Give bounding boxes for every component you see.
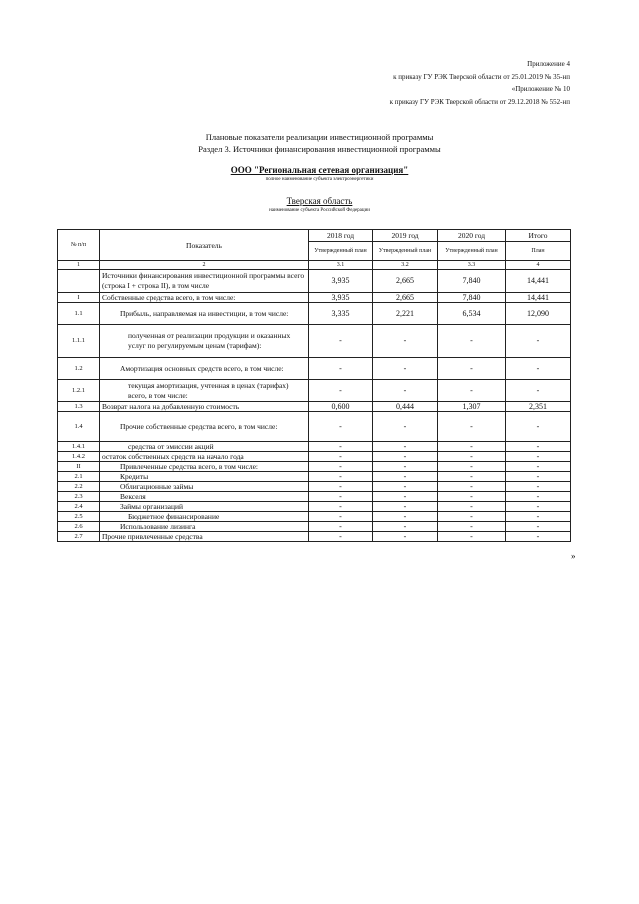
row-indicator: Векселя (100, 492, 309, 502)
value-total: - (506, 472, 571, 482)
table-row (58, 293, 571, 303)
value-2019: - (373, 512, 438, 522)
value-total: - (506, 522, 571, 532)
region-block (0, 196, 639, 215)
value-total: - (506, 358, 571, 380)
value-2019: 2,665 (373, 270, 438, 293)
row-indicator: полученная от реализации продукции и оказанных услуг по регулируемым ценам (тарифам): (100, 325, 309, 358)
value-2018: 3,335 (309, 303, 373, 325)
value-total: - (506, 442, 571, 452)
column-number: 2 (100, 261, 309, 270)
region-name: Тверская область (286, 196, 353, 206)
value-2018: - (309, 452, 373, 462)
table-row (58, 522, 571, 532)
row-number: 2.4 (58, 502, 100, 512)
appendix-line: Приложение 4 (527, 60, 570, 68)
value-2020: - (438, 325, 506, 358)
value-total: - (506, 325, 571, 358)
row-number: 1.3 (58, 402, 100, 412)
value-total: 2,351 (506, 402, 571, 412)
row-indicator: Займы организаций (100, 502, 309, 512)
document-title (0, 131, 639, 155)
row-number: 2.2 (58, 482, 100, 492)
column-number: 1 (58, 261, 100, 270)
value-2018: - (309, 325, 373, 358)
value-2019: - (373, 442, 438, 452)
row-number: 1.4.1 (58, 442, 100, 452)
value-total: - (506, 502, 571, 512)
value-2018: 3,935 (309, 270, 373, 293)
table-row (58, 358, 571, 380)
value-2018: - (309, 522, 373, 532)
header-year-2020: 2020 год (438, 230, 506, 242)
value-total: - (506, 462, 571, 472)
table-row (58, 492, 571, 502)
title-line-2: Раздел 3. Источники финансирования инвестиционной программы (198, 144, 441, 154)
value-total: 14,441 (506, 293, 571, 303)
header-approved-plan: Утвержденный план (309, 242, 373, 261)
organization-block (0, 165, 639, 184)
row-indicator: Кредиты (100, 472, 309, 482)
appendix-line: «Приложение № 10 (511, 85, 570, 93)
value-2019: - (373, 472, 438, 482)
row-indicator: Возврат налога на добавленную стоимость (100, 402, 309, 412)
appendix-line: к приказу ГУ РЭК Тверской области от 25.01.2019 № 35-нп (393, 72, 570, 81)
row-number: 1.4 (58, 412, 100, 442)
table-row (58, 303, 571, 325)
organization-name: ООО "Региональная сетевая организация" (230, 165, 409, 175)
table-row (58, 512, 571, 522)
value-2019: - (373, 482, 438, 492)
row-number: I (58, 293, 100, 303)
row-indicator: Прочие привлеченные средства (100, 532, 309, 542)
row-indicator: Привлеченные средства всего, в том числе: (100, 462, 309, 472)
appendix-line: к приказу ГУ РЭК Тверской области от 29.12.2018 № 552-нп (389, 97, 570, 106)
row-number: 1.2.1 (58, 380, 100, 402)
value-total: 14,441 (506, 270, 571, 293)
value-2018: - (309, 502, 373, 512)
value-2020: 7,840 (438, 270, 506, 293)
column-number: 4 (506, 261, 571, 270)
value-2020: - (438, 442, 506, 452)
row-indicator: Прибыль, направляемая на инвестиции, в том числе: (100, 303, 309, 325)
value-2019: - (373, 325, 438, 358)
header-approved-plan: Утвержденный план (438, 242, 506, 261)
table-row (58, 270, 571, 293)
value-2018: 0,600 (309, 402, 373, 412)
table-row (58, 452, 571, 462)
appendix-block (390, 58, 570, 108)
row-number: 2.1 (58, 472, 100, 482)
row-number: 2.5 (58, 512, 100, 522)
table-row (58, 402, 571, 412)
row-number: 1.4.2 (58, 452, 100, 462)
table-row (58, 462, 571, 472)
value-2020: 7,840 (438, 293, 506, 303)
value-2019: - (373, 462, 438, 472)
value-2020: - (438, 522, 506, 532)
value-2019: 2,221 (373, 303, 438, 325)
value-2018: - (309, 358, 373, 380)
value-total: 12,090 (506, 303, 571, 325)
table-row (58, 502, 571, 512)
value-2018: 3,935 (309, 293, 373, 303)
row-number: 1.2 (58, 358, 100, 380)
value-2018: - (309, 512, 373, 522)
table-row (58, 472, 571, 482)
value-total: - (506, 380, 571, 402)
header-year-2018: 2018 год (309, 230, 373, 242)
row-number: 2.7 (58, 532, 100, 542)
row-number (58, 270, 100, 293)
value-2018: - (309, 462, 373, 472)
header-indicator: Показатель (100, 230, 309, 261)
title-line-1: Плановые показатели реализации инвестиционной программы (205, 132, 434, 142)
row-indicator: Источники финансирования инвестиционной программы всего (строка I + строка II), в том числе (100, 270, 309, 293)
value-2018: - (309, 442, 373, 452)
column-number: 3.2 (373, 261, 438, 270)
row-indicator: текущая амортизация, учтенная в ценах (тарифах) всего, в том числе: (100, 380, 309, 402)
row-indicator: Прочие собственные средства всего, в том числе: (100, 412, 309, 442)
row-number: 1.1.1 (58, 325, 100, 358)
header-year-2019: 2019 год (373, 230, 438, 242)
value-total: - (506, 532, 571, 542)
row-number: II (58, 462, 100, 472)
value-2020: - (438, 358, 506, 380)
value-2020: - (438, 412, 506, 442)
table-row (58, 482, 571, 492)
value-2018: - (309, 482, 373, 492)
closing-quote: » (571, 551, 576, 561)
organization-note: полное наименование субъекта электроэнергетики (265, 177, 374, 182)
value-2020: - (438, 452, 506, 462)
value-2019: - (373, 492, 438, 502)
financing-table (57, 229, 571, 542)
table-row (58, 325, 571, 358)
value-total: - (506, 412, 571, 442)
header-total: Итого (506, 230, 571, 242)
region-note: наименование субъекта Российской Федерации (269, 208, 370, 213)
row-number: 2.6 (58, 522, 100, 532)
value-total: - (506, 492, 571, 502)
table-row (58, 380, 571, 402)
row-indicator: средства от эмиссии акций (100, 442, 309, 452)
table-row (58, 442, 571, 452)
row-indicator: Амортизация основных средств всего, в том числе: (100, 358, 309, 380)
row-indicator: остаток собственных средств на начало года (100, 452, 309, 462)
row-indicator: Облигационные займы (100, 482, 309, 492)
row-indicator: Использование лизинга (100, 522, 309, 532)
value-2019: - (373, 380, 438, 402)
header-num: № п/п (58, 230, 100, 261)
value-2018: - (309, 412, 373, 442)
value-2020: 1,307 (438, 402, 506, 412)
column-number: 3.3 (438, 261, 506, 270)
value-2020: - (438, 502, 506, 512)
value-2019: - (373, 522, 438, 532)
column-number: 3.1 (309, 261, 373, 270)
value-2020: - (438, 462, 506, 472)
value-total: - (506, 512, 571, 522)
value-2019: - (373, 532, 438, 542)
row-number: 1.1 (58, 303, 100, 325)
row-indicator: Бюджетное финансирование (100, 512, 309, 522)
value-2020: 6,534 (438, 303, 506, 325)
value-total: - (506, 452, 571, 462)
value-2020: - (438, 472, 506, 482)
value-2020: - (438, 380, 506, 402)
value-total: - (506, 482, 571, 492)
row-number: 2.3 (58, 492, 100, 502)
header-plan: План (506, 242, 571, 261)
table-row (58, 412, 571, 442)
table-row (58, 532, 571, 542)
value-2019: 2,665 (373, 293, 438, 303)
value-2019: 0,444 (373, 402, 438, 412)
value-2018: - (309, 380, 373, 402)
value-2020: - (438, 492, 506, 502)
header-approved-plan: Утвержденный план (373, 242, 438, 261)
row-indicator: Собственные средства всего, в том числе: (100, 293, 309, 303)
value-2020: - (438, 512, 506, 522)
value-2020: - (438, 532, 506, 542)
value-2019: - (373, 358, 438, 380)
value-2018: - (309, 472, 373, 482)
value-2019: - (373, 502, 438, 512)
value-2019: - (373, 412, 438, 442)
value-2019: - (373, 452, 438, 462)
value-2018: - (309, 492, 373, 502)
value-2018: - (309, 532, 373, 542)
value-2020: - (438, 482, 506, 492)
